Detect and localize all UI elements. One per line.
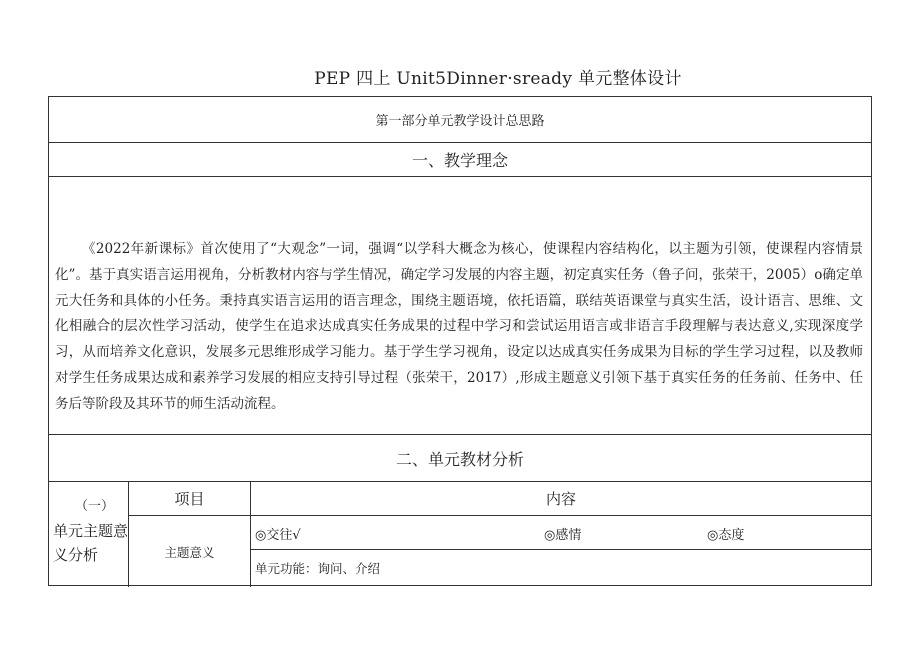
- section-number-label: （一）: [75, 499, 115, 514]
- row-label-theme-meaning: 主题意义: [129, 516, 251, 587]
- teaching-philosophy-paragraph: 《2022年新课标》首次使用了“大观念”一词，强调“以学科大概念为核心，使课程内容结构化，以主题为引领，使课程内容情景化”。基于真实语言运用视角，分析教材内容与学生情况，确定学习发展的内容主题，初定真实任务（鲁子问，张荣干，2005）o确定单元大任务和具体的小任务。秉持真实语言运用的语言理念，围绕主题语境，依托语篇，联结英语课堂与真实生活，设计语言、思维、文化相融合的层次性学习活动，使学生在追求达成真实任务成果的过程中学习和尝试运用语言或非语言手段理解与表达意义,实现深度学习，从而培养文化意识，发展多元思维形成学习能力。基于学生学习视角，设定以达成真实任务成果为目标的学生学习过程，以及教师对学生任务成果达成和素养学习发展的相应支持引导过程（张荣干，2017）,形成主题意义引领下基于真实任务的任务前、任务中、任务后等阶段及其环节的师生活动流程。: [55, 241, 863, 412]
- column-header-item: 项目: [129, 482, 251, 516]
- teaching-philosophy-cell: [49, 177, 871, 435]
- section-heading-teaching-philosophy: 一、教学理念: [49, 143, 871, 177]
- document-title: PEP 四上 Unit5Dinner·sready 单元整体设计: [314, 69, 682, 89]
- option-communication: ◎交往√: [255, 528, 301, 543]
- option-attitude: ◎态度: [707, 528, 745, 543]
- section-heading-material-analysis: 二、单元教材分析: [49, 435, 871, 482]
- theme-analysis-grid: [49, 482, 871, 587]
- column-header-content: 内容: [251, 482, 871, 516]
- part-heading: 第一部分单元教学设计总思路: [49, 97, 871, 143]
- theme-options-cell: [251, 516, 871, 550]
- theme-analysis-label-cell: [49, 482, 129, 587]
- option-emotion: ◎感情: [544, 528, 582, 543]
- design-table: [48, 96, 872, 586]
- theme-analysis-label: 单元主题意义分析: [53, 522, 129, 564]
- unit-function-cell: 单元功能：询问、介绍: [255, 561, 381, 576]
